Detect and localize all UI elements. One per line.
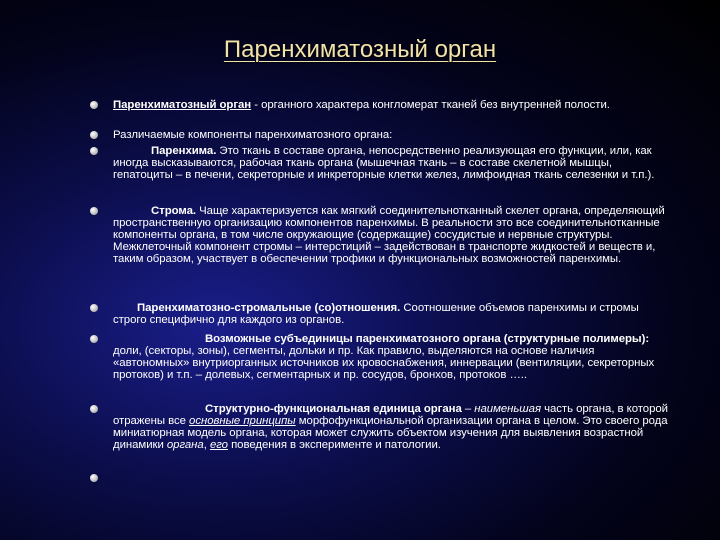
item-term: Структурно-функциональная единица органа	[205, 403, 462, 415]
bullet-icon	[90, 335, 98, 343]
list-item	[113, 99, 668, 111]
item-text: ,	[203, 439, 210, 452]
list-item	[113, 403, 668, 451]
bullet-icon	[90, 131, 98, 139]
slide-title: Паренхиматозный орган	[223, 36, 497, 63]
item-emphasis: наименьшая	[474, 403, 541, 415]
list-item	[113, 129, 668, 141]
bullet-icon	[90, 101, 98, 109]
item-text: часть органа, в которой отражены все	[113, 403, 668, 428]
item-term: Строма.	[151, 205, 196, 217]
list-item	[113, 205, 668, 265]
bullet-icon	[90, 304, 98, 312]
item-emphasis: его	[209, 439, 228, 452]
list-item	[113, 333, 668, 381]
item-text: морфофункциональной организации органа в целом. Это своего рода миниатюрная модель органа, которая может служить объектом изучения для выявления возрастной динамики	[113, 415, 668, 452]
item-text: - органного характера конгломерат тканей без внутренней полости.	[251, 99, 610, 111]
item-term: Паренхима.	[151, 145, 217, 157]
item-term: Паренхиматозный орган	[113, 99, 252, 111]
item-text: Различаемые компоненты паренхиматозного органа:	[113, 129, 393, 141]
item-text: Это ткань в составе органа, непосредственно реализующая его функции, или, как иногда высказываются, рабочая ткань органа (мышечная ткань – в составе скелетной мышцы, гепатоциты – в печени, секреторные и инкреторные клетки желез, лимфоидная ткань селезенки и т.п.).	[113, 145, 655, 182]
bullet-icon	[90, 207, 98, 215]
item-emphasis: основные принципы	[189, 415, 296, 428]
bullet-icon	[90, 147, 98, 155]
item-text: –	[461, 403, 475, 415]
bullet-icon	[90, 474, 98, 482]
item-emphasis: органа	[166, 439, 204, 452]
item-text: Чаще характеризуется как мягкий соединительнотканный скелет органа, определяющий пространственную организацию компонентов паренхимы. В реальности это все соединительнотканные компоненты органа, в том числе окружающие (содержащие) сосудистые и нервные структуры. Межклеточный компонент стромы – интерстиций – задействован в транспорте жидкостей и веществ и, таким образом, участвует в обеспечении трофики и функциональных возможностей паренхимы.	[113, 205, 665, 266]
item-term: Паренхиматозно-стромальные (со)отношения.	[137, 302, 401, 314]
item-text: Соотношение объемов паренхимы и стромы строго специфично для каждого из органов.	[113, 302, 639, 327]
item-text: доли, (секторы, зоны), сегменты, дольки и пр. Как правило, выделяются на основе наличия «автономных» внутриорганных источников их кровоснабжения, иннервации (вентиляции, секреторных протоков) и т.п. – долевых, сегментарных и пр. сосудов, бронхов, протоков …..	[113, 345, 655, 382]
bullet-icon	[90, 405, 98, 413]
list-item	[113, 302, 668, 326]
item-text: поведения в эксперименте и патологии.	[227, 439, 441, 452]
list-item	[113, 145, 668, 181]
item-term: Возможные субъединицы паренхиматозного органа (структурные полимеры):	[205, 333, 650, 345]
